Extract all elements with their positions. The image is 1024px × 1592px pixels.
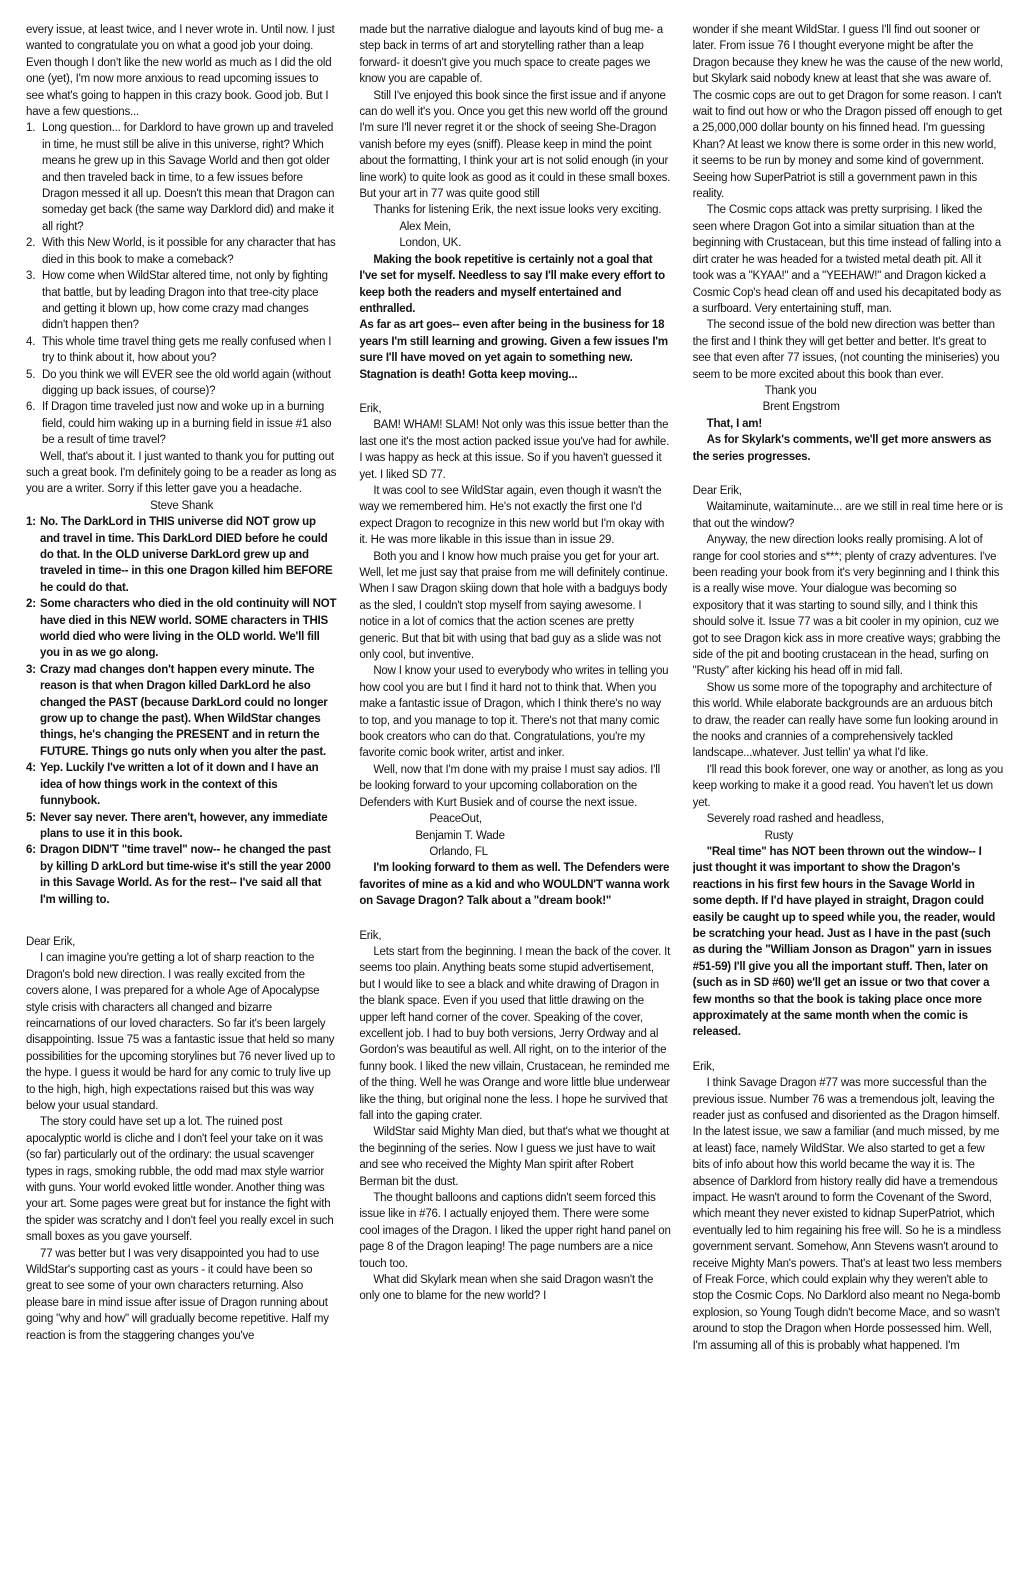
letter-signature: Steve Shank — [150, 499, 214, 512]
letter-paragraph: The thought balloons and captions didn't seem forced this issue like in #76. I actually enjoyed them. There were some cool images of the Dragon. I liked the upper right hand panel on page 8 of the Dragon leaping! The page numbers are a nice touch too. — [359, 1192, 671, 1270]
question-item: 5. Do you think we will EVER see the old world again (without digging up back issues, of course)? — [26, 368, 331, 397]
letter-signature: Rusty — [764, 829, 794, 842]
letter-continuation: made but the narrative dialogue and layouts kind of bug me- a step back in terms of art and storytelling rather than a leap forward- it doesn't give you much space to create pages we know you are capable of. — [359, 24, 663, 86]
letter-paragraph: Waitaminute, waitaminute... are we still in real time here or is that out the window? — [692, 501, 1003, 530]
letter-paragraph: Lets start from the beginning. I mean the back of the cover. It seems too plain. Anything beats some stupid advertisement, but I would like to see a black and white drawing of Dragon in the blank space. Even if you used that little drawing on the upper left hand corner of the cover. Speaking of the cover, excellent job. I had to buy both versions, Jerry Ordway and al Gordon's was beautiful as well. All right, on to the interior of the funny book. I liked the new villain, Crustacean, he reminded me of the thing. Well he was Orange and wore little blue underwear like the thing, but original none the less. I hope he survived that fall into the gaping crater. — [359, 945, 671, 1122]
editor-response: That, I am! — [706, 417, 762, 430]
letter-signature: Thank you — [764, 384, 817, 397]
letter-salutation: Erik, — [359, 929, 382, 942]
letter-paragraph: Still I've enjoyed this book since the first issue and if anyone can do well it's you. Once you get this new world off the ground I'm sure I'll never regret it or the shock of seeing She-Dragon vanish before my eyes (sniff). Please keep in mind the point about the formatting, I think your art is not solid enough (in your line work) to quite look as good as it could in these small boxes. But your art in 77 was quite good still — [359, 89, 671, 201]
letter-paragraph: Both you and I know how much praise you get for your art. Well, let me just say that praise from me will definitely continue. When I saw Dragon skiing down that hole with a badguys body as the sled, I couldn't stop myself from saying awesome. I notice in a lot of comics that the action scenes are pretty generic. But that bit with using that bad guy as a slide was not only cool, but inventive. — [359, 550, 668, 662]
letter-paragraph: Well, now that I'm done with my praise I must say adios. I'll be looking forward to your upcoming collaboration on the Defenders with Kurt Busiek and of course the next issue. — [359, 763, 660, 809]
answer-item: 4: Yep. Luckily I've written a lot of it down and I have an idea of how things work in the context of this funnybook. — [26, 762, 319, 808]
letter-paragraph: What did Skylark mean when she said Dragon wasn't the only one to blame for the new world? I — [359, 1274, 654, 1303]
editor-answers — [26, 514, 337, 908]
column-1 — [26, 22, 337, 1587]
letter-paragraph: I'll read this book forever, one way or another, as long as you keep working to make it a good read. You haven't let us down yet. — [692, 763, 1004, 809]
letter-location: Orlando, FL — [429, 845, 488, 858]
letter-paragraph: Show us some more of the topography and architecture of this world. While elaborate backgrounds are an arduous bitch to draw, the reader can really have some fun looking around in the nooks and crannies of a comprehensively tackled landscape...whatever. Just tellin' ya what I'd like. — [692, 681, 998, 760]
letter-paragraph: Severely road rashed and headless, — [706, 813, 884, 826]
editor-response: I'm looking forward to them as well. The Defenders were favorites of mine as a kid and who WOULDN'T wanna work on Savage Dragon? Talk about a "dream book!" — [359, 862, 670, 908]
answer-item: 2: Some characters who died in the old continuity will NOT have died in this NEW world. SOME characters in THIS world died who were living in the OLD world. We'll fill you in as we go along. — [26, 598, 337, 660]
letter-salutation: Erik, — [359, 402, 382, 415]
question-item: 2. With this New World, is it possible for any character that has died in this book to make a comeback? — [26, 237, 336, 266]
letter-continuation: every issue, at least twice, and I never wrote in. Until now. I just wanted to congratulate you on what a good job your doing. Even though I don't like the new world as much as I did the old one (yet), I'm now more anxious to read upcoming issues to see what's going to happen in this crazy book. Good job. But I have a few questions... — [26, 24, 335, 119]
letter-paragraph: Now I know your used to everybody who writes in telling you how cool you are but I find it hard not to think that. When you make a fantastic issue of Dragon, which I think there's no way to top, and you manage to top it. There's not that many comic book creators who can do that. Congratulations, you're my favorite comic book writer, artist and inker. — [359, 665, 669, 760]
letter-paragraph: The Cosmic cops attack was pretty surprising. I liked the seen where Dragon Got into a similar situation than at the beginning with Crustacean, but this time instead of falling into a dirt crater he was headed for a twisted metal death pit. All it took was a "KYAA!" and a "YEEHAW!" and Dragon kicked a Cosmic Cop's head clean off and used his decapitated body as a surfboard. Very entertaining stuff, man. — [692, 204, 1002, 315]
letter-continuation: wonder if she meant WildStar. I guess I'll find out sooner or later. From issue 76 I thought everyone might be after the Dragon because they knew he was the cause of the new world, but Skylark said nobody knew at least that she was aware of. The cosmic cops are out to get Dragon for some reason. I can't wait to find out how or who the Dragon pissed off enough to get a 25,000,000 dollar bounty on his finned head. I'm guessing Khan? At least we know there is some order in this new world, it seems to be run by money and some kind of government. Seeing how SuperPatriot is still a government pawn in this reality. — [692, 24, 1004, 201]
letter-signature: Alex Mein, — [399, 220, 452, 233]
letter-paragraph: 77 was better but I was very disappointed you had to use WildStar's supporting cast as yours - it could have been so great to see some of your own characters returning. Also please bare in mind issue after issue of Dragon running about going "why and how" will gradually become repetitive. Half my reaction is from the staggering changes you've — [26, 1247, 329, 1342]
question-item: 6. If Dragon time traveled just now and woke up in a burning field, could him waking up in a burning field in issue #1 also be a result of time travel? — [26, 401, 332, 447]
letter-paragraph: Anyway, the new direction looks really promising. A lot of range for cool stories and s***; plenty of crazy adventures. I've been reading your book from it's very beginning and I think this is a really wise move. Your dialogue was becoming so expository that it was starting to sound silly, and I think this should solve it. Issue 77 was a bit cooler in my opinion, cuz we got to see Dragon kick ass in more creative ways; grabbing the side of the pit and booting crustacean in the head, surfing on "Rusty" after kicking his head off in mid fall. — [692, 534, 1001, 678]
column-2 — [359, 22, 670, 1587]
letter-paragraph: BAM! WHAM! SLAM! Not only was this issue better than the last one it's the most action packed issue you've had for awhile. I was happy as heck at this issue. So if you haven't guessed it yet. I liked SD 77. — [359, 419, 670, 481]
letter-paragraph: The second issue of the bold new direction was better than the first and I think they will get better and better. It's great to see that even after 77 issues, (not counting the miniseries) you seem to be more excited about this book than ever. — [692, 319, 1000, 381]
column-3 — [693, 22, 1004, 1587]
letter-paragraph: I can imagine you're getting a lot of sharp reaction to the Dragon's bold new direction. I was really excited from the covers alone, I was prepared for a whole Age of Apocalypse style crisis with characters all changed and bizarre reincarnations of our loved characters. So far it's been largely disappointing. Issue 75 was a fantastic issue that held so many possibilities for the upcoming storylines but 76 never lived up to the hype. I guess it would be hard for any comic to truly live up to the high, high, high expectations raised but this was way below your usual standard. — [26, 952, 335, 1112]
letter-paragraph: WildStar said Mighty Man died, but that's what we thought at the beginning of the series. Now I guess we just have to wait and see who received the Mighty Man spirit after Robert Berman bit the dust. — [359, 1126, 670, 1188]
reader-questions — [26, 120, 337, 448]
letter-paragraph: I think Savage Dragon #77 was more successful than the previous issue. Number 76 was a tremendous jolt, leaving the reader just as confused and disoriented as the Dragon himself. In the latest issue, we saw a familiar (and much missed, by me at least) face, namely WildStar. We also started to get a few bits of info about how this world became the way it is. The absence of Darklord from history really did have a tremendous impact. He wasn't around to form the Covenant of the Sword, which meant they never existed to kidnap SuperPatriot, which eventually led to him regaining his free will. So he is a mindless government servant. Somehow, Ann Stevens wasn't around to receive Mighty Man's powers. That's at least two less members of Freak Force, which could explain why they weren't able to stop the Cosmic Cops. No Darklord also meant no Nega-bomb explosion, so Young Tough didn't become Mace, and so wasn't around to stop the Dragon when Horde possessed him. Well, I'm assuming all of this is probably what happened. I'm — [692, 1077, 1002, 1352]
letter-signature: Benjamin T. Wade — [415, 829, 505, 842]
letter-salutation: Dear Erik, — [692, 484, 742, 497]
editor-response: As for Skylark's comments, we'll get more answers as the series progresses. — [692, 434, 992, 463]
letter-closing: Well, that's about it. I just wanted to thank you for putting out such a great book. I'm definitely going to be a reader as long as you are a writer. Sorry if this letter gave you a headache. — [26, 450, 337, 496]
editor-response: As far as art goes-- even after being in the business for 18 years I'm still learning and growing. Given a few issues I'm sure I'll have moved on yet again to something new. Stagnation is death! Gotta keep moving... — [359, 319, 668, 381]
question-item: 1. Long question... for Darklord to have grown up and traveled in time, he must still be alive in this universe, right? Which means he grew up in this Savage World and then got older and then traveled back in time, to a few issues before Dragon messed it all up. Doesn't this mean that Dragon can someday get back (the same way Darklord did) and make it all right? — [26, 122, 335, 233]
letter-salutation: Dear Erik, — [26, 935, 76, 948]
question-item: 3. How come when WildStar altered time, not only by fighting that battle, but by leading Dragon into that tree-city place and getting it blown up, how come crazy mad changes didn't happen then? — [26, 270, 328, 332]
letter-location: London, UK. — [399, 237, 462, 250]
letter-paragraph: Thanks for listening Erik, the next issue looks very exciting. — [373, 204, 662, 217]
answer-item: 5: Never say never. There aren't, however, any immediate plans to use it in this book. — [26, 811, 328, 840]
letter-signature: Brent Engstrom — [762, 401, 840, 414]
question-item: 4. This whole time travel thing gets me really confused when I try to think about it, how about you? — [26, 335, 332, 365]
letter-paragraph: The story could have set up a lot. The ruined post apocalyptic world is cliche and I don't feel your take on it was (so far) particularly out of the ordinary: the usual scavenger types in rags, smoking rubble, the odd mad max style warrior with guns. Your world evoked little wonder. Another thing was your art. Some pages were great but for instance the fight with the spider was scratchy and I don't feel you really excel in such small boxes as you gave yourself. — [26, 1116, 334, 1244]
answer-item: 1: No. The DarkLord in THIS universe did NOT grow up and travel in time. This DarkLord DIED before he could do that. In the OLD universe DarkLord grew up and traveled in time-- in this one Dragon killed him BEFORE he could do that. — [26, 516, 333, 594]
answer-item: 6: Dragon DIDN'T "time travel" now-- he changed the past by killing D arkLord but time-wise it's still the year 2000 in this Savage World. As for the rest-- I've said all that I'm willing to. — [26, 844, 331, 906]
letter-paragraph: It was cool to see WildStar again, even though it wasn't the way we remembered him. He's not exactly the first one I'd expect Dragon to recognize in this new world but I'm okay with it. He was more likable in this issue than in issue 29. — [359, 484, 665, 547]
editor-response: "Real time" has NOT been thrown out the window-- I just thought it was important to show the Dragon's reactions in his first few hours in the Savage World in some depth. If I'd have played in straight, Dragon could easily be caught up to speed while you, the reader, would be scratching your head. Just as I have in the past (such as during the "William Jonson as Dragon" yarn in issues #51-59) I'll give you all the important stuff. Then, later on (such as in SD #60) we'll get an issue or two that cover a few months so that the book is taking place once more approximately at the same month when the comic is released. — [692, 845, 996, 1039]
editor-response: Making the book repetitive is certainly not a goal that I've set for myself. Needless to say I'll make every effort to keep both the readers and myself entertained and enthralled. — [359, 253, 665, 315]
letter-salutation: Erik, — [692, 1060, 715, 1073]
letter-signature: PeaceOut, — [429, 813, 482, 826]
answer-item: 3: Crazy mad changes don't happen every minute. The reason is that when Dragon killed DarkLord he also changed the PAST (because DarkLord could no longer grow up to change the past). When WildStar changes things, he's changing the PRESENT and in return the FUTURE. Things go nuts only when you alter the past. — [26, 663, 328, 758]
